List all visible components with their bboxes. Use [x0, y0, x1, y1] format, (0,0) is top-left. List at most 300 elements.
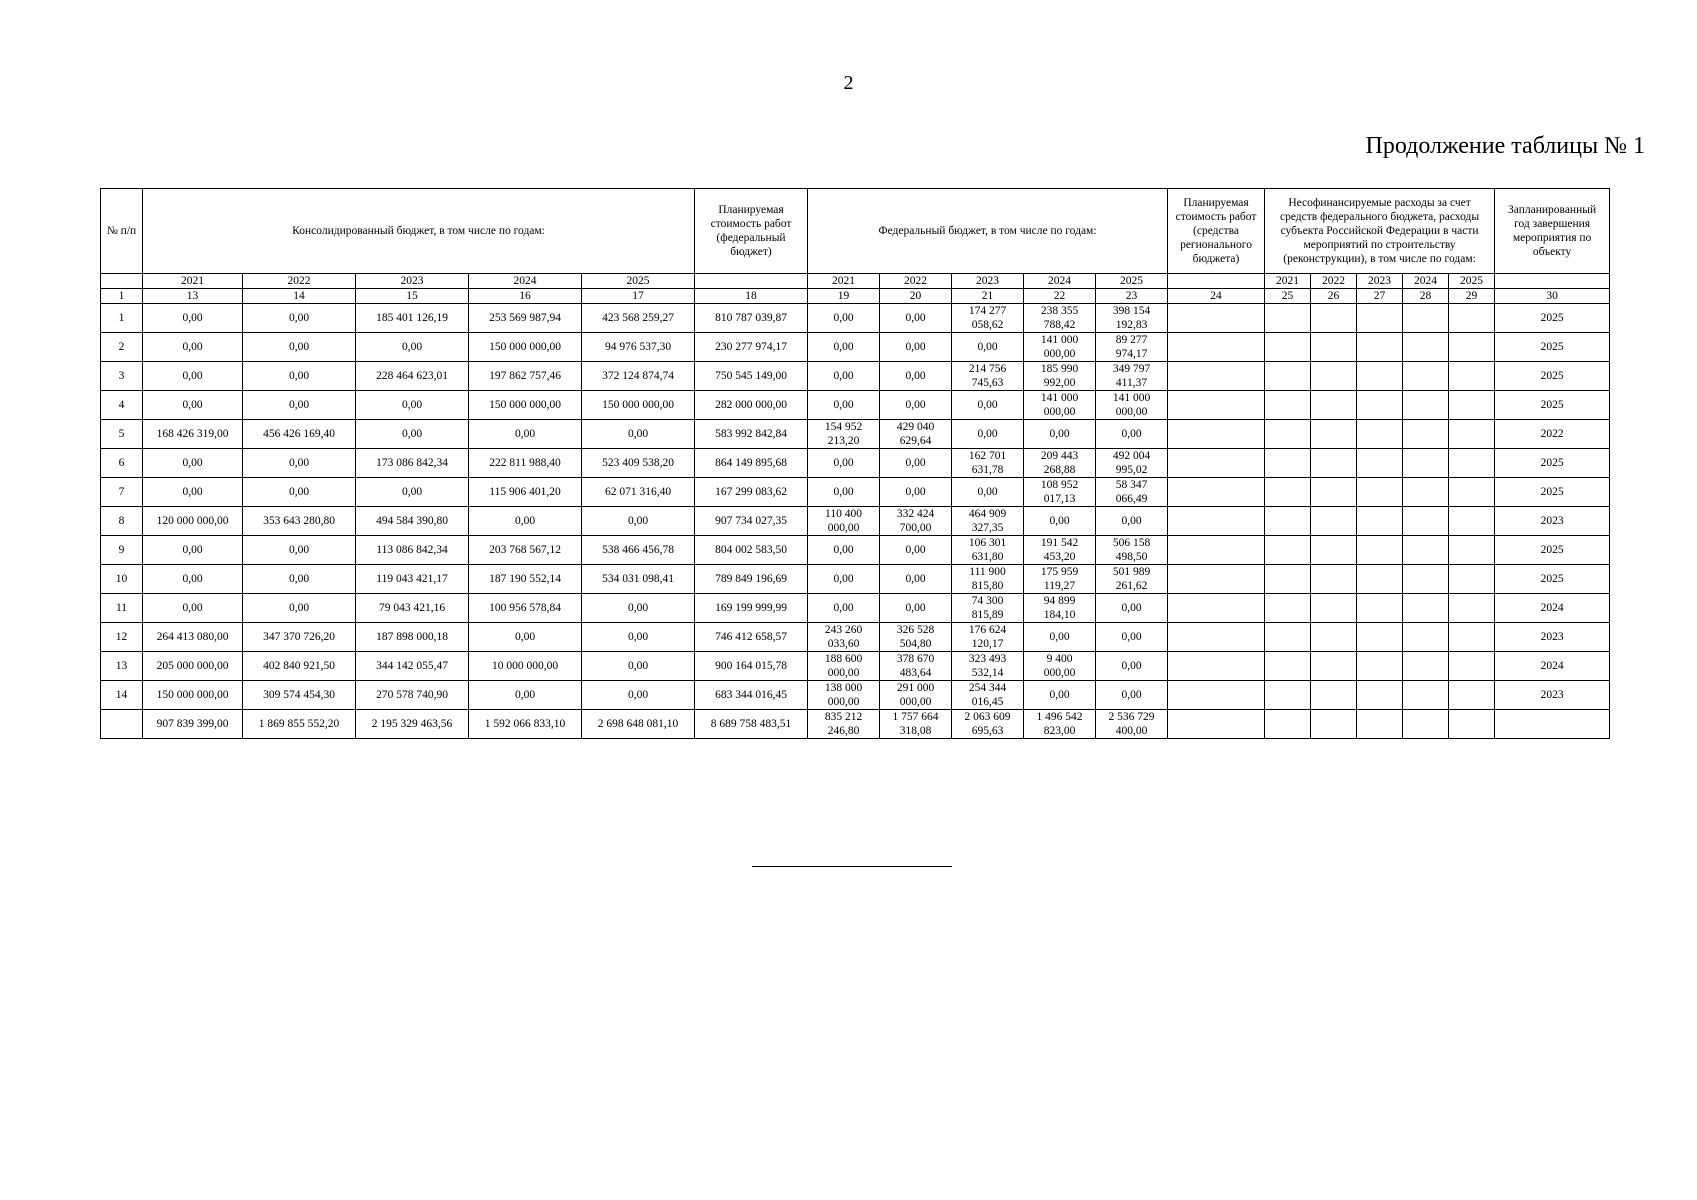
cell-consolidated: 0,00: [582, 507, 695, 536]
cell-federal: 0,00: [1096, 420, 1168, 449]
cell-planned-regional: [1168, 420, 1265, 449]
cell-num: 12: [101, 623, 143, 652]
cell-federal: 58 347 066,49: [1096, 478, 1168, 507]
table-row: [101, 565, 1610, 594]
cell-completion-year: 2025: [1495, 304, 1610, 333]
cell-consolidated: 0,00: [243, 391, 356, 420]
year-cell: 2021: [1265, 274, 1311, 289]
cell-planned-federal: 683 344 016,45: [695, 681, 808, 710]
cell-unfinanced: [1357, 449, 1403, 478]
cell-federal: 0,00: [808, 536, 880, 565]
column-number: 24: [1168, 289, 1265, 304]
cell-planned-federal: 804 002 583,50: [695, 536, 808, 565]
cell-consolidated: 907 839 399,00: [143, 710, 243, 739]
cell-federal: 0,00: [880, 362, 952, 391]
cell-unfinanced: [1449, 507, 1495, 536]
cell-planned-regional: [1168, 449, 1265, 478]
cell-unfinanced: [1449, 420, 1495, 449]
header-num: № п/п: [101, 189, 143, 274]
table-row: [101, 710, 1610, 739]
column-number: 20: [880, 289, 952, 304]
cell-consolidated: 494 584 390,80: [356, 507, 469, 536]
cell-federal: 9 400 000,00: [1024, 652, 1096, 681]
table-row: [101, 623, 1610, 652]
cell-consolidated: 456 426 169,40: [243, 420, 356, 449]
cell-consolidated: 150 000 000,00: [582, 391, 695, 420]
cell-federal: 326 528 504,80: [880, 623, 952, 652]
footer-line: [752, 866, 952, 867]
cell-federal: 254 344 016,45: [952, 681, 1024, 710]
cell-completion-year: 2025: [1495, 391, 1610, 420]
cell-consolidated: 0,00: [582, 420, 695, 449]
cell-federal: 0,00: [1024, 420, 1096, 449]
continuation-title: Продолжение таблицы № 1: [1365, 133, 1645, 159]
cell-federal: 0,00: [880, 594, 952, 623]
cell-unfinanced: [1311, 333, 1357, 362]
cell-unfinanced: [1403, 594, 1449, 623]
cell-federal: 111 900 815,80: [952, 565, 1024, 594]
cell-planned-federal: 282 000 000,00: [695, 391, 808, 420]
column-number: 25: [1265, 289, 1311, 304]
cell-consolidated: 0,00: [243, 478, 356, 507]
cell-federal: 1 757 664 318,08: [880, 710, 952, 739]
cell-federal: 154 952 213,20: [808, 420, 880, 449]
cell-consolidated: 185 401 126,19: [356, 304, 469, 333]
cell-federal: 0,00: [808, 594, 880, 623]
cell-consolidated: 0,00: [243, 594, 356, 623]
cell-completion-year: 2025: [1495, 478, 1610, 507]
cell-consolidated: 0,00: [582, 594, 695, 623]
cell-consolidated: 115 906 401,20: [469, 478, 582, 507]
cell-unfinanced: [1357, 652, 1403, 681]
cell-unfinanced: [1449, 594, 1495, 623]
cell-federal: 0,00: [880, 478, 952, 507]
cell-planned-regional: [1168, 594, 1265, 623]
column-number: 19: [808, 289, 880, 304]
cell-planned-federal: 750 545 149,00: [695, 362, 808, 391]
cell-planned-federal: 810 787 039,87: [695, 304, 808, 333]
cell-num: 4: [101, 391, 143, 420]
cell-consolidated: 523 409 538,20: [582, 449, 695, 478]
cell-federal: 238 355 788,42: [1024, 304, 1096, 333]
cell-planned-regional: [1168, 681, 1265, 710]
column-number: 1: [101, 289, 143, 304]
cell-num: 7: [101, 478, 143, 507]
cell-federal: 0,00: [808, 449, 880, 478]
cell-unfinanced: [1357, 304, 1403, 333]
cell-unfinanced: [1311, 304, 1357, 333]
cell-unfinanced: [1403, 478, 1449, 507]
cell-unfinanced: [1311, 652, 1357, 681]
cell-unfinanced: [1357, 623, 1403, 652]
cell-planned-federal: 167 299 083,62: [695, 478, 808, 507]
column-number: 17: [582, 289, 695, 304]
year-cell: 2022: [1311, 274, 1357, 289]
year-cell: [1495, 274, 1610, 289]
cell-consolidated: 0,00: [143, 304, 243, 333]
cell-federal: 323 493 532,14: [952, 652, 1024, 681]
cell-federal: 835 212 246,80: [808, 710, 880, 739]
table-row: [101, 420, 1610, 449]
cell-unfinanced: [1311, 507, 1357, 536]
cell-planned-federal: 907 734 027,35: [695, 507, 808, 536]
cell-consolidated: 0,00: [243, 304, 356, 333]
column-number-row: [101, 289, 1610, 304]
cell-unfinanced: [1265, 652, 1311, 681]
cell-consolidated: 372 124 874,74: [582, 362, 695, 391]
cell-unfinanced: [1403, 681, 1449, 710]
cell-unfinanced: [1357, 594, 1403, 623]
year-cell: 2022: [243, 274, 356, 289]
cell-completion-year: 2025: [1495, 333, 1610, 362]
cell-consolidated: 270 578 740,90: [356, 681, 469, 710]
cell-unfinanced: [1403, 507, 1449, 536]
cell-planned-federal: 230 277 974,17: [695, 333, 808, 362]
cell-unfinanced: [1403, 536, 1449, 565]
year-cell: [101, 274, 143, 289]
cell-consolidated: 0,00: [243, 362, 356, 391]
cell-consolidated: 120 000 000,00: [143, 507, 243, 536]
cell-num: [101, 710, 143, 739]
column-number: 14: [243, 289, 356, 304]
cell-federal: 89 277 974,17: [1096, 333, 1168, 362]
table-row: [101, 333, 1610, 362]
header-federal: Федеральный бюджет, в том числе по годам:: [808, 189, 1168, 274]
table-row: [101, 681, 1610, 710]
cell-unfinanced: [1449, 391, 1495, 420]
cell-federal: 191 542 453,20: [1024, 536, 1096, 565]
cell-num: 13: [101, 652, 143, 681]
cell-unfinanced: [1311, 478, 1357, 507]
cell-consolidated: 150 000 000,00: [469, 333, 582, 362]
cell-completion-year: 2025: [1495, 565, 1610, 594]
cell-consolidated: 0,00: [143, 478, 243, 507]
cell-consolidated: 0,00: [356, 478, 469, 507]
cell-federal: 141 000 000,00: [1024, 391, 1096, 420]
cell-federal: 0,00: [952, 391, 1024, 420]
cell-consolidated: 534 031 098,41: [582, 565, 695, 594]
cell-federal: 214 756 745,63: [952, 362, 1024, 391]
cell-unfinanced: [1403, 362, 1449, 391]
cell-completion-year: [1495, 710, 1610, 739]
cell-federal: 0,00: [1096, 594, 1168, 623]
cell-consolidated: 62 071 316,40: [582, 478, 695, 507]
cell-unfinanced: [1357, 507, 1403, 536]
cell-consolidated: 1 869 855 552,20: [243, 710, 356, 739]
cell-num: 10: [101, 565, 143, 594]
cell-unfinanced: [1449, 565, 1495, 594]
cell-federal: 429 040 629,64: [880, 420, 952, 449]
cell-federal: 464 909 327,35: [952, 507, 1024, 536]
cell-unfinanced: [1357, 536, 1403, 565]
year-cell: [1168, 274, 1265, 289]
cell-num: 2: [101, 333, 143, 362]
year-cell: 2024: [469, 274, 582, 289]
cell-unfinanced: [1265, 681, 1311, 710]
cell-planned-federal: 789 849 196,69: [695, 565, 808, 594]
table-row: [101, 652, 1610, 681]
year-row: [101, 274, 1610, 289]
cell-planned-federal: 583 992 842,84: [695, 420, 808, 449]
cell-consolidated: 1 592 066 833,10: [469, 710, 582, 739]
cell-planned-regional: [1168, 710, 1265, 739]
cell-federal: 94 899 184,10: [1024, 594, 1096, 623]
cell-federal: 0,00: [880, 304, 952, 333]
cell-federal: 378 670 483,64: [880, 652, 952, 681]
cell-unfinanced: [1449, 652, 1495, 681]
cell-unfinanced: [1403, 449, 1449, 478]
cell-planned-regional: [1168, 623, 1265, 652]
cell-consolidated: 0,00: [356, 420, 469, 449]
column-number: 21: [952, 289, 1024, 304]
cell-federal: 0,00: [808, 391, 880, 420]
cell-unfinanced: [1449, 478, 1495, 507]
cell-consolidated: 0,00: [143, 594, 243, 623]
cell-unfinanced: [1265, 536, 1311, 565]
cell-federal: 0,00: [1096, 652, 1168, 681]
cell-federal: 0,00: [1096, 507, 1168, 536]
cell-completion-year: 2022: [1495, 420, 1610, 449]
cell-unfinanced: [1357, 565, 1403, 594]
year-cell: 2025: [1449, 274, 1495, 289]
year-cell: 2025: [582, 274, 695, 289]
cell-consolidated: 0,00: [469, 507, 582, 536]
cell-unfinanced: [1449, 623, 1495, 652]
cell-unfinanced: [1265, 420, 1311, 449]
header-planned-regional: Планируемая стоимость работ (средства регионального бюджета): [1168, 189, 1265, 274]
cell-unfinanced: [1265, 391, 1311, 420]
cell-federal: 0,00: [880, 333, 952, 362]
table-row: [101, 478, 1610, 507]
year-cell: 2024: [1403, 274, 1449, 289]
page-number: 2: [843, 72, 854, 94]
cell-consolidated: 205 000 000,00: [143, 652, 243, 681]
cell-consolidated: 0,00: [582, 623, 695, 652]
cell-federal: 492 004 995,02: [1096, 449, 1168, 478]
cell-consolidated: 402 840 921,50: [243, 652, 356, 681]
cell-consolidated: 113 086 842,34: [356, 536, 469, 565]
year-cell: 2023: [356, 274, 469, 289]
cell-unfinanced: [1449, 333, 1495, 362]
cell-completion-year: 2024: [1495, 652, 1610, 681]
cell-unfinanced: [1265, 304, 1311, 333]
cell-federal: 162 701 631,78: [952, 449, 1024, 478]
cell-federal: 110 400 000,00: [808, 507, 880, 536]
column-number: 27: [1357, 289, 1403, 304]
cell-consolidated: 0,00: [582, 681, 695, 710]
cell-unfinanced: [1311, 681, 1357, 710]
year-cell: 2025: [1096, 274, 1168, 289]
cell-consolidated: 0,00: [469, 623, 582, 652]
cell-unfinanced: [1311, 623, 1357, 652]
cell-unfinanced: [1311, 565, 1357, 594]
cell-planned-federal: 746 412 658,57: [695, 623, 808, 652]
cell-consolidated: 309 574 454,30: [243, 681, 356, 710]
cell-completion-year: 2025: [1495, 536, 1610, 565]
cell-unfinanced: [1265, 478, 1311, 507]
cell-num: 1: [101, 304, 143, 333]
cell-consolidated: 0,00: [356, 391, 469, 420]
cell-unfinanced: [1265, 710, 1311, 739]
cell-federal: 74 300 815,89: [952, 594, 1024, 623]
cell-federal: 291 000 000,00: [880, 681, 952, 710]
cell-federal: 0,00: [880, 449, 952, 478]
table-row: [101, 362, 1610, 391]
cell-federal: 0,00: [880, 565, 952, 594]
cell-consolidated: 2 195 329 463,56: [356, 710, 469, 739]
cell-planned-federal: 864 149 895,68: [695, 449, 808, 478]
year-cell: 2021: [143, 274, 243, 289]
cell-completion-year: 2023: [1495, 623, 1610, 652]
cell-unfinanced: [1311, 449, 1357, 478]
cell-federal: 106 301 631,80: [952, 536, 1024, 565]
cell-federal: 243 260 033,60: [808, 623, 880, 652]
cell-consolidated: 0,00: [143, 391, 243, 420]
cell-consolidated: 168 426 319,00: [143, 420, 243, 449]
column-number: 18: [695, 289, 808, 304]
cell-federal: 174 277 058,62: [952, 304, 1024, 333]
cell-unfinanced: [1357, 333, 1403, 362]
table-row: [101, 507, 1610, 536]
cell-planned-regional: [1168, 478, 1265, 507]
cell-unfinanced: [1311, 362, 1357, 391]
cell-federal: 209 443 268,88: [1024, 449, 1096, 478]
cell-consolidated: 0,00: [143, 362, 243, 391]
cell-federal: 0,00: [808, 565, 880, 594]
cell-consolidated: 347 370 726,20: [243, 623, 356, 652]
cell-federal: 0,00: [808, 304, 880, 333]
cell-consolidated: 264 413 080,00: [143, 623, 243, 652]
year-cell: 2023: [1357, 274, 1403, 289]
cell-consolidated: 2 698 648 081,10: [582, 710, 695, 739]
cell-consolidated: 100 956 578,84: [469, 594, 582, 623]
table-row: [101, 594, 1610, 623]
cell-consolidated: 344 142 055,47: [356, 652, 469, 681]
cell-consolidated: 0,00: [582, 652, 695, 681]
header-consolidated: Консолидированный бюджет, в том числе по годам:: [143, 189, 695, 274]
cell-unfinanced: [1357, 710, 1403, 739]
cell-consolidated: 0,00: [143, 565, 243, 594]
cell-consolidated: 150 000 000,00: [469, 391, 582, 420]
cell-unfinanced: [1265, 623, 1311, 652]
header-completion-year: Запланированный год завершения мероприятия по объекту: [1495, 189, 1610, 274]
year-cell: 2024: [1024, 274, 1096, 289]
cell-completion-year: 2025: [1495, 449, 1610, 478]
cell-unfinanced: [1449, 681, 1495, 710]
cell-federal: 141 000 000,00: [1096, 391, 1168, 420]
cell-unfinanced: [1449, 710, 1495, 739]
header-row: [101, 189, 1610, 274]
cell-consolidated: 0,00: [143, 536, 243, 565]
cell-unfinanced: [1449, 362, 1495, 391]
cell-consolidated: 0,00: [243, 333, 356, 362]
cell-unfinanced: [1403, 391, 1449, 420]
cell-completion-year: 2024: [1495, 594, 1610, 623]
cell-federal: 108 952 017,13: [1024, 478, 1096, 507]
cell-unfinanced: [1357, 362, 1403, 391]
cell-planned-regional: [1168, 652, 1265, 681]
year-cell: 2023: [952, 274, 1024, 289]
year-cell: [695, 274, 808, 289]
cell-consolidated: 0,00: [243, 536, 356, 565]
cell-consolidated: 0,00: [243, 449, 356, 478]
cell-federal: 506 158 498,50: [1096, 536, 1168, 565]
cell-federal: 0,00: [1096, 681, 1168, 710]
cell-unfinanced: [1265, 565, 1311, 594]
cell-unfinanced: [1403, 420, 1449, 449]
column-number: 28: [1403, 289, 1449, 304]
cell-num: 3: [101, 362, 143, 391]
cell-consolidated: 353 643 280,80: [243, 507, 356, 536]
cell-consolidated: 119 043 421,17: [356, 565, 469, 594]
cell-federal: 176 624 120,17: [952, 623, 1024, 652]
cell-consolidated: 173 086 842,34: [356, 449, 469, 478]
cell-federal: 185 990 992,00: [1024, 362, 1096, 391]
cell-federal: 0,00: [880, 536, 952, 565]
cell-consolidated: 0,00: [469, 681, 582, 710]
cell-unfinanced: [1265, 594, 1311, 623]
cell-planned-regional: [1168, 304, 1265, 333]
cell-unfinanced: [1265, 333, 1311, 362]
table-row: [101, 449, 1610, 478]
cell-unfinanced: [1357, 478, 1403, 507]
cell-planned-regional: [1168, 333, 1265, 362]
year-cell: 2022: [880, 274, 952, 289]
cell-federal: 2 536 729 400,00: [1096, 710, 1168, 739]
column-number: 26: [1311, 289, 1357, 304]
cell-consolidated: 94 976 537,30: [582, 333, 695, 362]
cell-federal: 141 000 000,00: [1024, 333, 1096, 362]
cell-federal: 501 989 261,62: [1096, 565, 1168, 594]
cell-consolidated: 203 768 567,12: [469, 536, 582, 565]
cell-federal: 188 600 000,00: [808, 652, 880, 681]
cell-num: 14: [101, 681, 143, 710]
cell-consolidated: 0,00: [356, 333, 469, 362]
cell-consolidated: 10 000 000,00: [469, 652, 582, 681]
cell-unfinanced: [1357, 420, 1403, 449]
cell-consolidated: 253 569 987,94: [469, 304, 582, 333]
cell-unfinanced: [1265, 362, 1311, 391]
cell-completion-year: 2023: [1495, 681, 1610, 710]
table-row: [101, 304, 1610, 333]
cell-federal: 138 000 000,00: [808, 681, 880, 710]
cell-federal: 0,00: [952, 478, 1024, 507]
cell-planned-federal: 169 199 999,99: [695, 594, 808, 623]
header-unfinanced: Несофинансируемые расходы за счет средств федерального бюджета, расходы субъекта Российской Федерации в части мероприятий по строительству (реконструкции), в том числе по годам:: [1265, 189, 1495, 274]
cell-federal: 349 797 411,37: [1096, 362, 1168, 391]
cell-federal: 0,00: [808, 478, 880, 507]
cell-unfinanced: [1357, 391, 1403, 420]
cell-unfinanced: [1403, 333, 1449, 362]
cell-unfinanced: [1311, 420, 1357, 449]
cell-completion-year: 2025: [1495, 362, 1610, 391]
cell-unfinanced: [1265, 449, 1311, 478]
cell-planned-regional: [1168, 507, 1265, 536]
cell-consolidated: 0,00: [469, 420, 582, 449]
cell-num: 6: [101, 449, 143, 478]
cell-unfinanced: [1403, 565, 1449, 594]
column-number: 23: [1096, 289, 1168, 304]
column-number: 29: [1449, 289, 1495, 304]
table-row: [101, 536, 1610, 565]
cell-unfinanced: [1449, 304, 1495, 333]
cell-consolidated: 228 464 623,01: [356, 362, 469, 391]
cell-consolidated: 187 190 552,14: [469, 565, 582, 594]
cell-consolidated: 0,00: [143, 333, 243, 362]
cell-num: 11: [101, 594, 143, 623]
cell-unfinanced: [1403, 304, 1449, 333]
column-number: 30: [1495, 289, 1610, 304]
